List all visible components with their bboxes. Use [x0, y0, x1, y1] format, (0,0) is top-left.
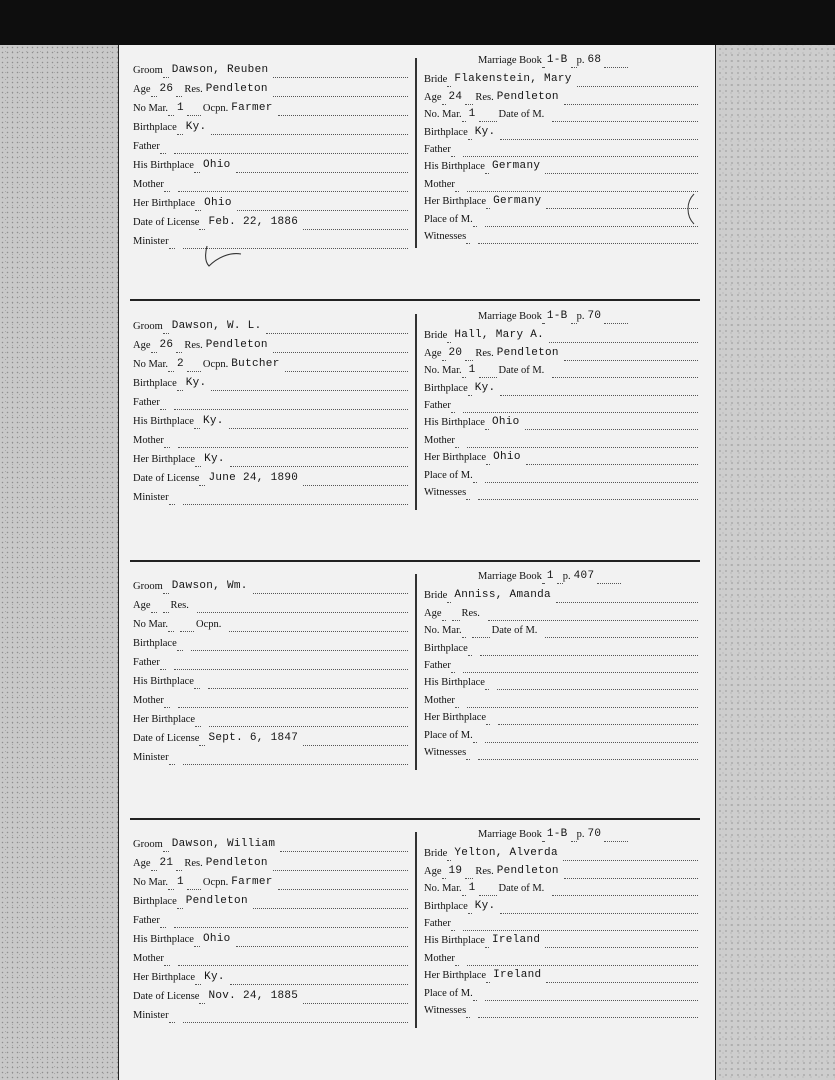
bride-row — [424, 469, 698, 483]
age-label: Age — [133, 600, 151, 611]
groom-date-of-license: Sept. 6, 1847 — [208, 732, 299, 744]
marriage-book-page: 70 — [587, 310, 602, 322]
witnesses-label: Witnesses — [424, 1005, 467, 1016]
bride-row — [424, 694, 698, 708]
bracket-mark — [682, 192, 704, 228]
date-of-license-label: Date of License — [133, 733, 200, 744]
groom-row — [133, 599, 408, 613]
ocpn-label: Ocpn. — [202, 877, 229, 888]
no-mar-label: No. Mar. — [424, 625, 462, 637]
groom-her-birthplace: Ohio — [204, 197, 232, 209]
mother-label: Mother — [133, 953, 164, 964]
no-mar-label: No Mar. — [133, 103, 168, 114]
groom-row — [133, 434, 408, 448]
marriage-book-row — [424, 310, 700, 324]
place-of-m-label: Place of M. — [424, 987, 473, 999]
groom-row — [133, 618, 408, 632]
minister-label: Minister — [133, 752, 169, 763]
mother-label: Mother — [424, 694, 455, 706]
groom-age: 26 — [159, 339, 174, 351]
page-label: p. — [562, 571, 571, 582]
bride-his-birthplace: Ohio — [491, 416, 520, 429]
marriage-book-page: 68 — [587, 54, 602, 66]
bride-name: Yelton, Alverda — [454, 847, 558, 860]
birthplace-label: Birthplace — [424, 126, 468, 138]
age-label: Age — [133, 340, 151, 351]
record-divider — [130, 299, 700, 301]
witnesses-label: Witnesses — [424, 747, 467, 758]
groom-row — [133, 580, 408, 594]
his-birthplace-label: His Birthplace — [424, 677, 485, 689]
marriage-book-number: 1 — [546, 570, 554, 582]
bride-no-mar: 1 — [468, 364, 476, 377]
bride-name: Hall, Mary A. — [454, 329, 545, 342]
scan-left-margin — [0, 45, 118, 1080]
bride-row — [424, 917, 698, 931]
bride-row — [424, 729, 698, 743]
res-label: Res. — [475, 865, 494, 877]
birthplace-label: Birthplace — [424, 382, 468, 394]
bride-row — [424, 882, 698, 896]
groom-occupation: Farmer — [231, 876, 273, 888]
bride-his-birthplace: Ireland — [491, 934, 541, 947]
her-birthplace-label: Her Birthplace — [133, 454, 196, 465]
bride-row — [424, 329, 698, 343]
groom-row — [133, 637, 408, 651]
ocpn-label: Ocpn. — [202, 359, 229, 370]
his-birthplace-label: His Birthplace — [424, 935, 485, 947]
res-label: Res. — [475, 347, 494, 359]
name-label: Bride — [424, 330, 448, 342]
place-of-m-label: Place of M. — [424, 469, 473, 481]
groom-row — [133, 952, 408, 966]
minister-label: Minister — [133, 236, 169, 247]
witnesses-label: Witnesses — [424, 231, 467, 242]
groom-residence: Pendleton — [205, 83, 268, 95]
bride-row — [424, 416, 698, 430]
groom-row — [133, 857, 408, 871]
her-birthplace-label: Her Birthplace — [424, 712, 487, 724]
bride-row — [424, 451, 698, 465]
groom-occupation: Butcher — [231, 358, 280, 370]
bride-row — [424, 434, 698, 448]
name-label: Bride — [424, 848, 448, 860]
marriage-book-label: Marriage Book — [478, 829, 542, 840]
no-mar-label: No. Mar. — [424, 365, 462, 377]
groom-row — [133, 1009, 408, 1023]
date-of-license-label: Date of License — [133, 991, 200, 1002]
groom-row — [133, 358, 408, 372]
date-of-m-label: Date of M. — [498, 109, 545, 121]
name-label: Groom — [133, 321, 163, 332]
groom-row — [133, 339, 408, 353]
groom-row — [133, 971, 408, 985]
groom-residence: Pendleton — [205, 857, 268, 869]
groom-birthplace: Ky. — [185, 377, 207, 389]
bride-row — [424, 934, 698, 948]
date-of-m-label: Date of M. — [498, 883, 545, 895]
page-label: p. — [576, 829, 585, 840]
age-label: Age — [424, 91, 442, 103]
marriage-book-page: 70 — [587, 828, 602, 840]
marriage-book-page: 407 — [573, 570, 595, 582]
date-of-license-label: Date of License — [133, 217, 200, 228]
groom-row — [133, 472, 408, 486]
bride-residence: Pendleton — [496, 864, 559, 877]
bride-row — [424, 746, 698, 760]
bride-row — [424, 847, 698, 861]
her-birthplace-label: Her Birthplace — [424, 196, 487, 208]
no-mar-label: No. Mar. — [424, 109, 462, 121]
father-label: Father — [424, 400, 451, 411]
date-of-m-label: Date of M. — [491, 625, 538, 637]
bride-row — [424, 865, 698, 879]
bride-no-mar: 1 — [468, 108, 476, 121]
sheet-left-edge — [118, 45, 119, 1080]
groom-row — [133, 656, 408, 670]
date-of-license-label: Date of License — [133, 473, 200, 484]
pen-mark — [195, 240, 255, 275]
name-label: Bride — [424, 74, 448, 86]
birthplace-label: Birthplace — [133, 122, 177, 133]
groom-row — [133, 178, 408, 192]
groom-his-birthplace: Ohio — [202, 159, 231, 171]
groom-row — [133, 235, 408, 249]
record-divider — [130, 560, 700, 562]
age-label: Age — [424, 865, 442, 877]
date-of-m-label: Date of M. — [498, 365, 545, 377]
mother-label: Mother — [424, 178, 455, 190]
page-label: p. — [576, 311, 585, 322]
bride-residence: Pendleton — [496, 90, 559, 103]
bride-name: Anniss, Amanda — [454, 589, 551, 602]
bride-row — [424, 91, 698, 105]
birthplace-label: Birthplace — [133, 638, 177, 649]
bride-row — [424, 73, 698, 87]
birthplace-label: Birthplace — [424, 900, 468, 912]
marriage-book-label: Marriage Book — [478, 311, 542, 322]
groom-name: Dawson, William — [171, 838, 276, 850]
bride-row — [424, 382, 698, 396]
name-label: Groom — [133, 581, 163, 592]
bride-row — [424, 589, 698, 603]
age-label: Age — [133, 84, 151, 95]
his-birthplace-label: His Birthplace — [424, 417, 485, 429]
bride-row — [424, 364, 698, 378]
res-label: Res. — [461, 607, 480, 619]
marriage-book-label: Marriage Book — [478, 55, 542, 66]
his-birthplace-label: His Birthplace — [133, 934, 194, 945]
groom-row — [133, 491, 408, 505]
mother-label: Mother — [424, 952, 455, 964]
groom-row — [133, 694, 408, 708]
bride-row — [424, 624, 698, 638]
column-separator — [415, 58, 417, 248]
groom-date-of-license: June 24, 1890 — [208, 472, 299, 484]
witnesses-label: Witnesses — [424, 487, 467, 498]
no-mar-label: No Mar. — [133, 359, 168, 370]
bride-residence: Pendleton — [496, 346, 559, 359]
bride-birthplace: Ky. — [474, 125, 496, 138]
sheet-right-edge — [715, 45, 716, 1080]
bride-row — [424, 143, 698, 157]
bride-row — [424, 676, 698, 690]
groom-her-birthplace: Ky. — [204, 453, 225, 465]
bride-row — [424, 347, 698, 361]
bride-age: 20 — [448, 346, 463, 359]
groom-residence: Pendleton — [205, 339, 268, 351]
bride-row — [424, 952, 698, 966]
record-divider — [130, 818, 700, 820]
place-of-m-label: Place of M. — [424, 729, 473, 741]
bride-row — [424, 213, 698, 227]
groom-row — [133, 377, 408, 391]
bride-her-birthplace: Ohio — [493, 451, 521, 464]
bride-row — [424, 399, 698, 413]
bride-his-birthplace: Germany — [491, 160, 541, 173]
column-separator — [415, 314, 417, 510]
bride-her-birthplace: Germany — [493, 195, 542, 208]
res-label: Res. — [184, 84, 203, 95]
father-label: Father — [133, 397, 160, 408]
groom-no-mar: 1 — [177, 876, 184, 888]
groom-name: Dawson, W. L. — [171, 320, 262, 332]
groom-no-mar: 1 — [177, 102, 184, 114]
groom-his-birthplace: Ky. — [202, 415, 224, 427]
marriage-book-number: 1-B — [546, 54, 568, 66]
res-label: Res. — [184, 858, 203, 869]
mother-label: Mother — [133, 695, 164, 706]
groom-age: 21 — [159, 857, 174, 869]
groom-row — [133, 197, 408, 211]
father-label: Father — [133, 657, 160, 668]
his-birthplace-label: His Birthplace — [133, 160, 194, 171]
bride-row — [424, 230, 698, 244]
groom-row — [133, 140, 408, 154]
scanner-top-band — [0, 0, 835, 45]
groom-birthplace: Ky. — [185, 121, 207, 133]
bride-row — [424, 160, 698, 174]
bride-age: 24 — [448, 90, 463, 103]
bride-age: 19 — [448, 864, 463, 877]
bride-row — [424, 900, 698, 914]
groom-row — [133, 895, 408, 909]
her-birthplace-label: Her Birthplace — [133, 198, 196, 209]
groom-row — [133, 713, 408, 727]
no-mar-label: No Mar. — [133, 619, 168, 630]
res-label: Res. — [475, 91, 494, 103]
bride-row — [424, 711, 698, 725]
marriage-book-label: Marriage Book — [478, 571, 542, 582]
groom-row — [133, 415, 408, 429]
page-label: p. — [576, 55, 585, 66]
birthplace-label: Birthplace — [133, 896, 177, 907]
bride-row — [424, 642, 698, 656]
age-label: Age — [133, 858, 151, 869]
his-birthplace-label: His Birthplace — [424, 161, 485, 173]
bride-name: Flakenstein, Mary — [454, 73, 572, 86]
groom-row — [133, 990, 408, 1004]
res-label: Res. — [184, 340, 203, 351]
groom-row — [133, 751, 408, 765]
no-mar-label: No. Mar. — [424, 883, 462, 895]
bride-row — [424, 607, 698, 621]
groom-row — [133, 102, 408, 116]
bride-row — [424, 178, 698, 192]
groom-row — [133, 396, 408, 410]
groom-row — [133, 320, 408, 334]
bride-row — [424, 1004, 698, 1018]
bride-row — [424, 987, 698, 1001]
groom-name: Dawson, Wm. — [171, 580, 248, 592]
bride-row — [424, 108, 698, 122]
groom-row — [133, 64, 408, 78]
groom-row — [133, 159, 408, 173]
bride-row — [424, 969, 698, 983]
groom-date-of-license: Feb. 22, 1886 — [208, 216, 299, 228]
groom-row — [133, 876, 408, 890]
groom-row — [133, 838, 408, 852]
father-label: Father — [133, 141, 160, 152]
groom-row — [133, 453, 408, 467]
ocpn-label: Ocpn. — [196, 619, 222, 630]
bride-her-birthplace: Ireland — [493, 969, 542, 982]
groom-age: 26 — [159, 83, 174, 95]
groom-row — [133, 216, 408, 230]
bride-row — [424, 659, 698, 673]
mother-label: Mother — [424, 434, 455, 446]
groom-occupation: Farmer — [231, 102, 273, 114]
his-birthplace-label: His Birthplace — [133, 416, 194, 427]
bride-row — [424, 486, 698, 500]
her-birthplace-label: Her Birthplace — [133, 972, 196, 983]
column-separator — [415, 832, 417, 1028]
mother-label: Mother — [133, 435, 164, 446]
her-birthplace-label: Her Birthplace — [424, 452, 487, 464]
name-label: Groom — [133, 65, 163, 76]
res-label: Res. — [170, 600, 189, 611]
no-mar-label: No Mar. — [133, 877, 168, 888]
name-label: Groom — [133, 839, 163, 850]
groom-row — [133, 914, 408, 928]
column-separator — [415, 574, 417, 770]
minister-label: Minister — [133, 492, 169, 503]
bride-no-mar: 1 — [468, 882, 476, 895]
marriage-book-row — [424, 54, 700, 68]
ocpn-label: Ocpn. — [202, 103, 229, 114]
groom-name: Dawson, Reuben — [171, 64, 269, 76]
groom-row — [133, 675, 408, 689]
bride-birthplace: Ky. — [474, 381, 496, 394]
mother-label: Mother — [133, 179, 164, 190]
groom-row — [133, 732, 408, 746]
groom-row — [133, 83, 408, 97]
marriage-book-number: 1-B — [546, 828, 568, 840]
bride-row — [424, 126, 698, 140]
minister-label: Minister — [133, 1010, 169, 1021]
father-label: Father — [133, 915, 160, 926]
bride-row — [424, 195, 698, 209]
name-label: Bride — [424, 590, 448, 602]
marriage-book-row — [424, 828, 700, 842]
her-birthplace-label: Her Birthplace — [424, 970, 487, 982]
birthplace-label: Birthplace — [424, 642, 468, 654]
groom-his-birthplace: Ohio — [202, 933, 231, 945]
father-label: Father — [424, 144, 451, 155]
marriage-book-row — [424, 570, 700, 584]
age-label: Age — [424, 607, 442, 619]
groom-row — [133, 121, 408, 135]
groom-her-birthplace: Ky. — [204, 971, 225, 983]
age-label: Age — [424, 347, 442, 359]
groom-birthplace: Pendleton — [185, 895, 248, 907]
place-of-m-label: Place of M. — [424, 213, 473, 225]
scan-right-margin — [716, 45, 835, 1080]
marriage-book-number: 1-B — [546, 310, 568, 322]
her-birthplace-label: Her Birthplace — [133, 714, 196, 725]
groom-date-of-license: Nov. 24, 1885 — [208, 990, 299, 1002]
bride-birthplace: Ky. — [474, 899, 496, 912]
birthplace-label: Birthplace — [133, 378, 177, 389]
groom-row — [133, 933, 408, 947]
groom-no-mar: 2 — [177, 358, 184, 370]
father-label: Father — [424, 660, 451, 671]
his-birthplace-label: His Birthplace — [133, 676, 194, 687]
father-label: Father — [424, 918, 451, 929]
